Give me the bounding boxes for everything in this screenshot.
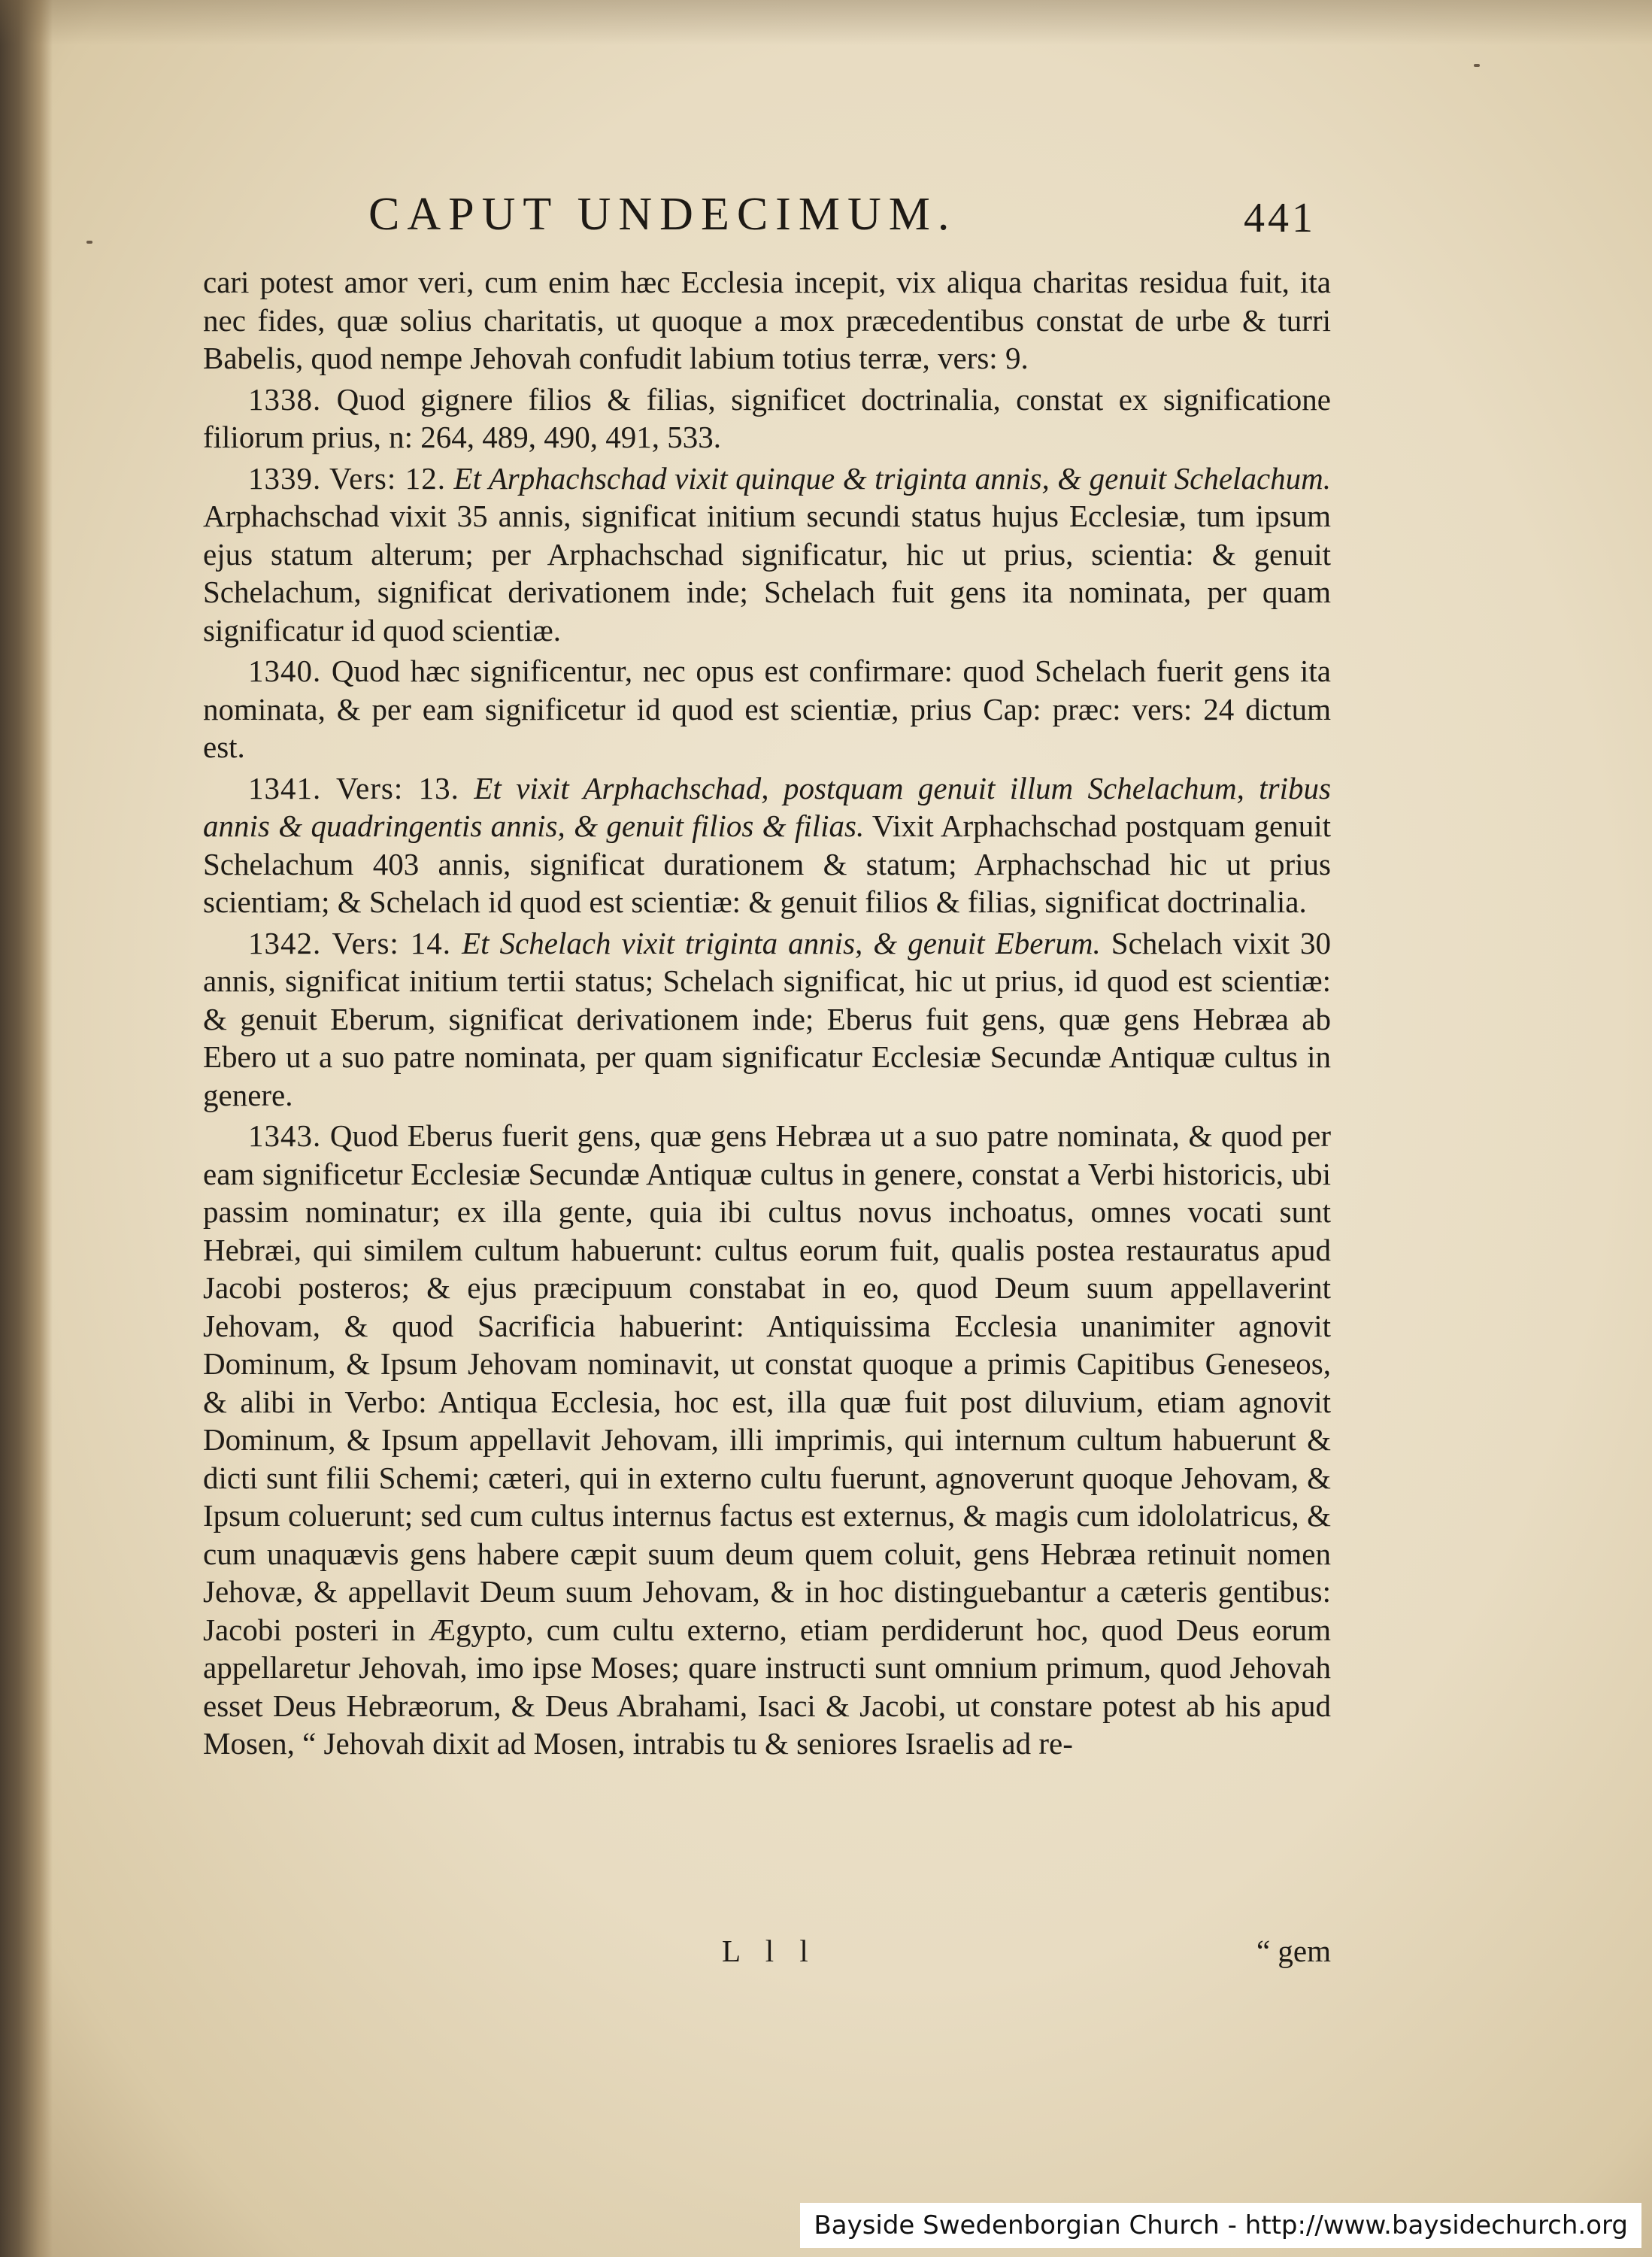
paragraph-text: Quod hæc significentur, nec opus est confirmare: quod Schelach fuerit gens ita nominata, & per eam significetur id quod est scientiæ, prius Cap: præc: vers: 24 dictum est. — [203, 654, 1332, 764]
catchword: “ gem — [1256, 1934, 1331, 1968]
scripture-quote: Et vixit Arphachschad, postquam genuit illum Schelachum, tribus annis & quadringentis annis, & genuit filios & filias. — [203, 770, 1331, 843]
paragraph-number: 1342. Vers: 14. — [248, 925, 452, 960]
paragraph-text: cari potest amor veri, cum enim hæc Ecclesia incepit, vix aliqua charitas residua fuit, ita nec fides, quæ solius charitatis, ut quoque a mox præcedentibus constat de urbe & turri Babelis, quod nempe Jehovah confudit labium totius terræ, vers: 9. — [203, 265, 1331, 375]
page-top-shadow — [0, 0, 1652, 45]
paragraph-number: 1338. — [248, 381, 322, 417]
paragraph-1340 — [203, 652, 1331, 766]
paragraph-number: 1341. Vers: 13. — [248, 770, 459, 805]
running-head: CAPUT UNDECIMUM. — [368, 189, 957, 240]
paragraph-text: Schelach vixit 30 annis, significat initium tertii status; Schelach significat, hic ut prius, id quod est scientiæ: & genuit Eberum, significat derivationem inde; Eberus fuit gens, quæ gens Hebræa ab Ebero ut a suo patre nominata, per quam significatur Ecclesiæ Secundæ Antiquæ cultus in genere. — [203, 925, 1331, 1112]
paragraph-text: Arphachschad vixit 35 annis, significat initium secundi status hujus Ecclesiæ, tum ipsum ejus statum alterum; per Arphachschad significatur, hic ut prius, scientia: & genuit Schelachum, significat derivationem inde; Schelach fuit gens ita nominata, per quam significatur id quod scientiæ. — [203, 499, 1331, 648]
paragraph-number: 1340. — [248, 654, 322, 688]
paragraph-1339 — [203, 460, 1331, 650]
paper-fleck — [1474, 64, 1480, 67]
paragraph-number: 1343. — [248, 1118, 322, 1153]
scripture-quote: Et Arphachschad vixit quinque & triginta annis, & genuit Schelachum. — [453, 460, 1331, 496]
paragraph-1342 — [203, 924, 1331, 1115]
paragraph-number: 1339. Vers: 12. — [248, 460, 447, 496]
body-text — [203, 263, 1331, 1766]
paragraph-text: Quod gignere filios & filias, significet doctrinalia, constat ex significatione filiorum prius, n: 264, 489, 490, 491, 533. — [203, 381, 1331, 454]
paragraph — [203, 263, 1331, 378]
scripture-quote: Et Schelach vixit triginta annis, & genuit Eberum. — [462, 925, 1101, 960]
paragraph-1341 — [203, 769, 1331, 921]
binding-gutter — [0, 0, 53, 2257]
watermark-credit: Bayside Swedenborgian Church - http://www.baysidechurch.org — [800, 2203, 1641, 2248]
paper-fleck — [86, 241, 92, 244]
paragraph-1343 — [203, 1117, 1331, 1763]
signature-mark: L l l — [722, 1934, 817, 1968]
paragraph-text: Vixit Arphachschad postquam genuit Schelachum 403 annis, significat durationem & statum; Arphachschad hic ut prius scientiam; & Schelach id quod est scientiæ: & genuit filios & filias, significat doctrinalia. — [203, 808, 1332, 919]
paragraph-1338 — [203, 381, 1331, 457]
page-header — [368, 188, 1346, 248]
page-number: 441 — [1244, 195, 1316, 241]
paragraph-text: Quod Eberus fuerit gens, quæ gens Hebræa ut a suo patre nominata, & quod per eam significetur Ecclesiæ Secundæ Antiquæ cultus in genere, constat a Verbi historicis, ubi passim nominatur; ex illa gente, quia ibi cultus novus inchoatus, omnes vocati sunt Hebræi, qui similem cultum habuerunt: cultus eorum fuit, qualis postea restauratus apud Jacobi posteros; & ejus præcipuum constabat in eo, quod Deum suum appellaverint Jehovam, & quod Sacrificia habuerint: Antiquissima Ecclesia unanimiter agnovit Dominum, & Ipsum Jehovam nominavit, ut constat quoque a primis Capitibus Geneseos, & alibi in Verbo: Antiqua Ecclesia, hoc est, illa quæ fuit post diluvium, etiam agnovit Dominum, & Ipsum appellavit Jehovam, illi imprimis, qui internum cultum habuerunt & dicti sunt filii Schemi; cæteri, qui in externo cultu fuerunt, agnoverunt quoque Jehovam, & Ipsum coluerunt; sed cum cultus internus factus est externus, & magis cum idololatricus, & cum unaquævis gens habere cæpit suum deum quem coluit, gens Hebræa retinuit nomen Jehovæ, & appellavit Deum suum Jehovam, & in hoc distinguebantur a cæteris gentibus: Jacobi posteri in Ægypto, cum cultu externo, etiam perdiderunt hoc, quod Deus eorum appellaretur Jehovah, imo ipse Moses; quare instructi sunt omnium primum, quod Jehovah esset Deus Hebræorum, & Deus Abrahami, Isaci & Jacobi, ut constare potest ab his apud Mosen, “ Jehovah dixit ad Mosen, intrabis tu & seniores Israelis ad re- — [203, 1118, 1332, 1761]
page-footer — [203, 1933, 1331, 1978]
